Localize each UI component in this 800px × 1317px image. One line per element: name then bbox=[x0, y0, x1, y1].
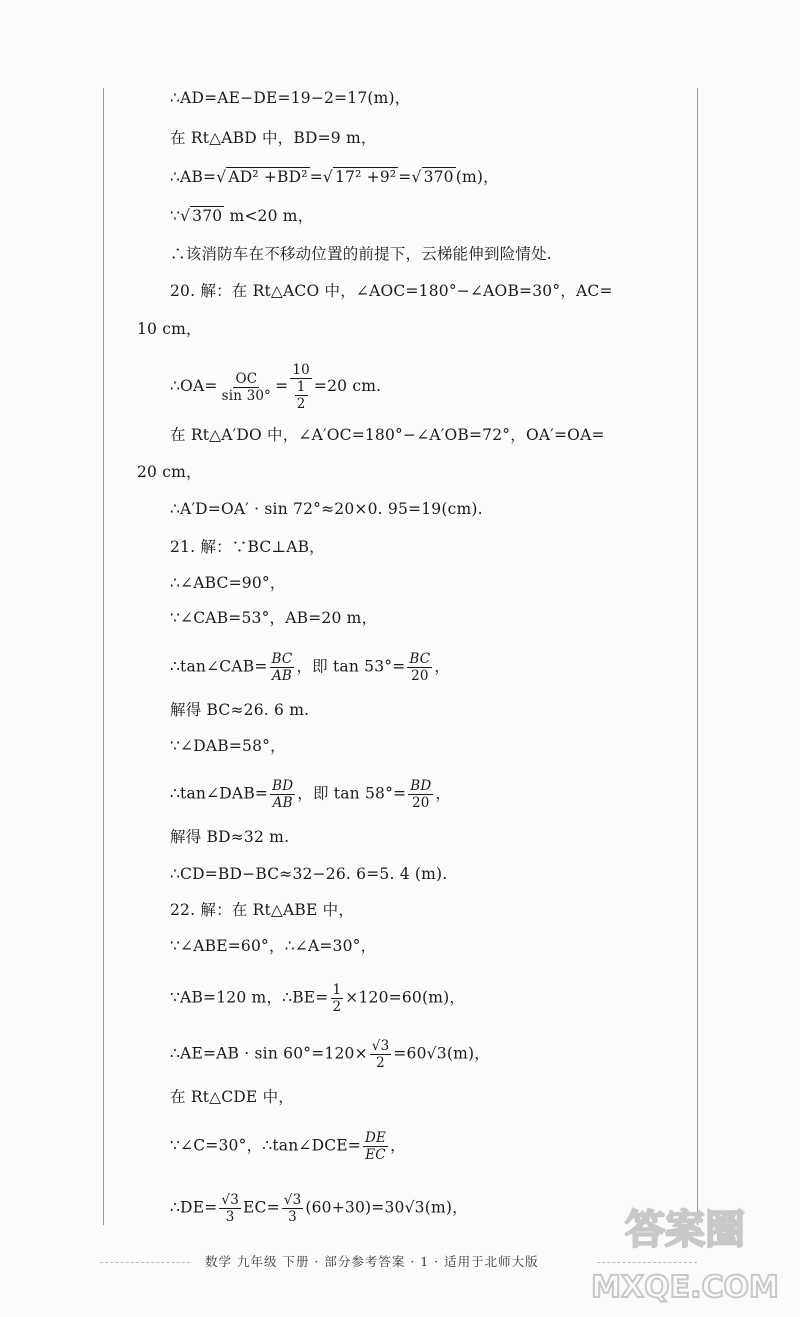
line-14: ∵∠CAB=53°，AB=20 m， bbox=[170, 609, 378, 627]
watermark-bottom-text: MXQE.COM bbox=[591, 1270, 779, 1305]
line-20: ∴CD=BD−BC≈32−26. 6=5. 4 (m). bbox=[170, 865, 448, 883]
line-7: 10 cm， bbox=[137, 320, 202, 338]
line-18: ∴tan∠DAB= $\frac{BD}{AB}$ ，即 tan 58°= $\frac{BD}{20}$ ， bbox=[170, 778, 452, 811]
line-10: 20 cm， bbox=[137, 463, 202, 481]
page-right-rule bbox=[697, 88, 698, 1225]
line-19: 解得 BD≈32 m. bbox=[170, 828, 290, 846]
line-11: ∴A′D=OA′ · sin 72°≈20×0. 95=19(cm). bbox=[170, 500, 483, 518]
watermark-top-text: 答案圈 bbox=[625, 1207, 745, 1253]
line-21: 22. 解：在 Rt△ABE 中， bbox=[170, 901, 355, 919]
line-16: 解得 BC≈26. 6 m. bbox=[170, 701, 310, 719]
line-5: ∴该消防车在不移动位置的前提下，云梯能伸到险情处. bbox=[170, 245, 552, 263]
watermark-logo bbox=[590, 1191, 780, 1309]
line-24: ∴AE=AB · sin 60°=120× $\frac{√3}{2}$ =60√3(m)， bbox=[170, 1038, 490, 1071]
line-13: ∴∠ABC=90°， bbox=[170, 574, 286, 592]
line-27: ∴DE= $\frac{√3}{3}$ EC= $\frac{√3}{3}$ (60+30)=30√3(m)， bbox=[170, 1192, 468, 1225]
line-8: ∴OA= $\frac{OC}{\sin 30^\circ}$ = $\frac{10}{\frac{1}{2}}$ =20 cm. bbox=[170, 362, 382, 412]
page-footer: 数学 九年级 下册 · 部分参考答案 · 1 · 适用于北师大版 bbox=[205, 1254, 539, 1269]
line-17: ∵∠DAB=58°， bbox=[170, 737, 286, 755]
line-25: 在 Rt△CDE 中， bbox=[170, 1088, 294, 1106]
footer-left-dots bbox=[100, 1262, 190, 1263]
line-23: ∵AB=120 m，∴BE= $\frac{1}{2}$ ×120=60(m)， bbox=[170, 982, 466, 1015]
line-6: 20. 解：在 Rt△ACO 中，∠AOC=180°−∠AOB=30°，AC= bbox=[170, 282, 613, 300]
line-3: ∴AB=√ AD² +BD² =√ 17² +9² =√ 370 (m)， bbox=[170, 168, 499, 186]
line-12: 21. 解：∵BC⊥AB， bbox=[170, 538, 325, 556]
line-1: ∴AD=AE−DE=19−2=17(m)， bbox=[170, 89, 411, 107]
line-9: 在 Rt△A′DO 中，∠A′OC=180°−∠A′OB=72°，OA′=OA= bbox=[170, 426, 605, 444]
line-15: ∴tan∠CAB= $\frac{BC}{AB}$ ，即 tan 53°= $\frac{BC}{20}$ ， bbox=[170, 651, 451, 684]
line-26: ∵∠C=30°，∴tan∠DCE= $\frac{DE}{EC}$ ， bbox=[170, 1130, 406, 1163]
line-22: ∵∠ABE=60°，∴∠A=30°， bbox=[170, 937, 377, 955]
page-left-rule bbox=[103, 88, 104, 1225]
line-2: 在 Rt△ABD 中，BD=9 m， bbox=[170, 129, 377, 147]
line-4: ∵√ 370 m<20 m， bbox=[170, 207, 314, 225]
